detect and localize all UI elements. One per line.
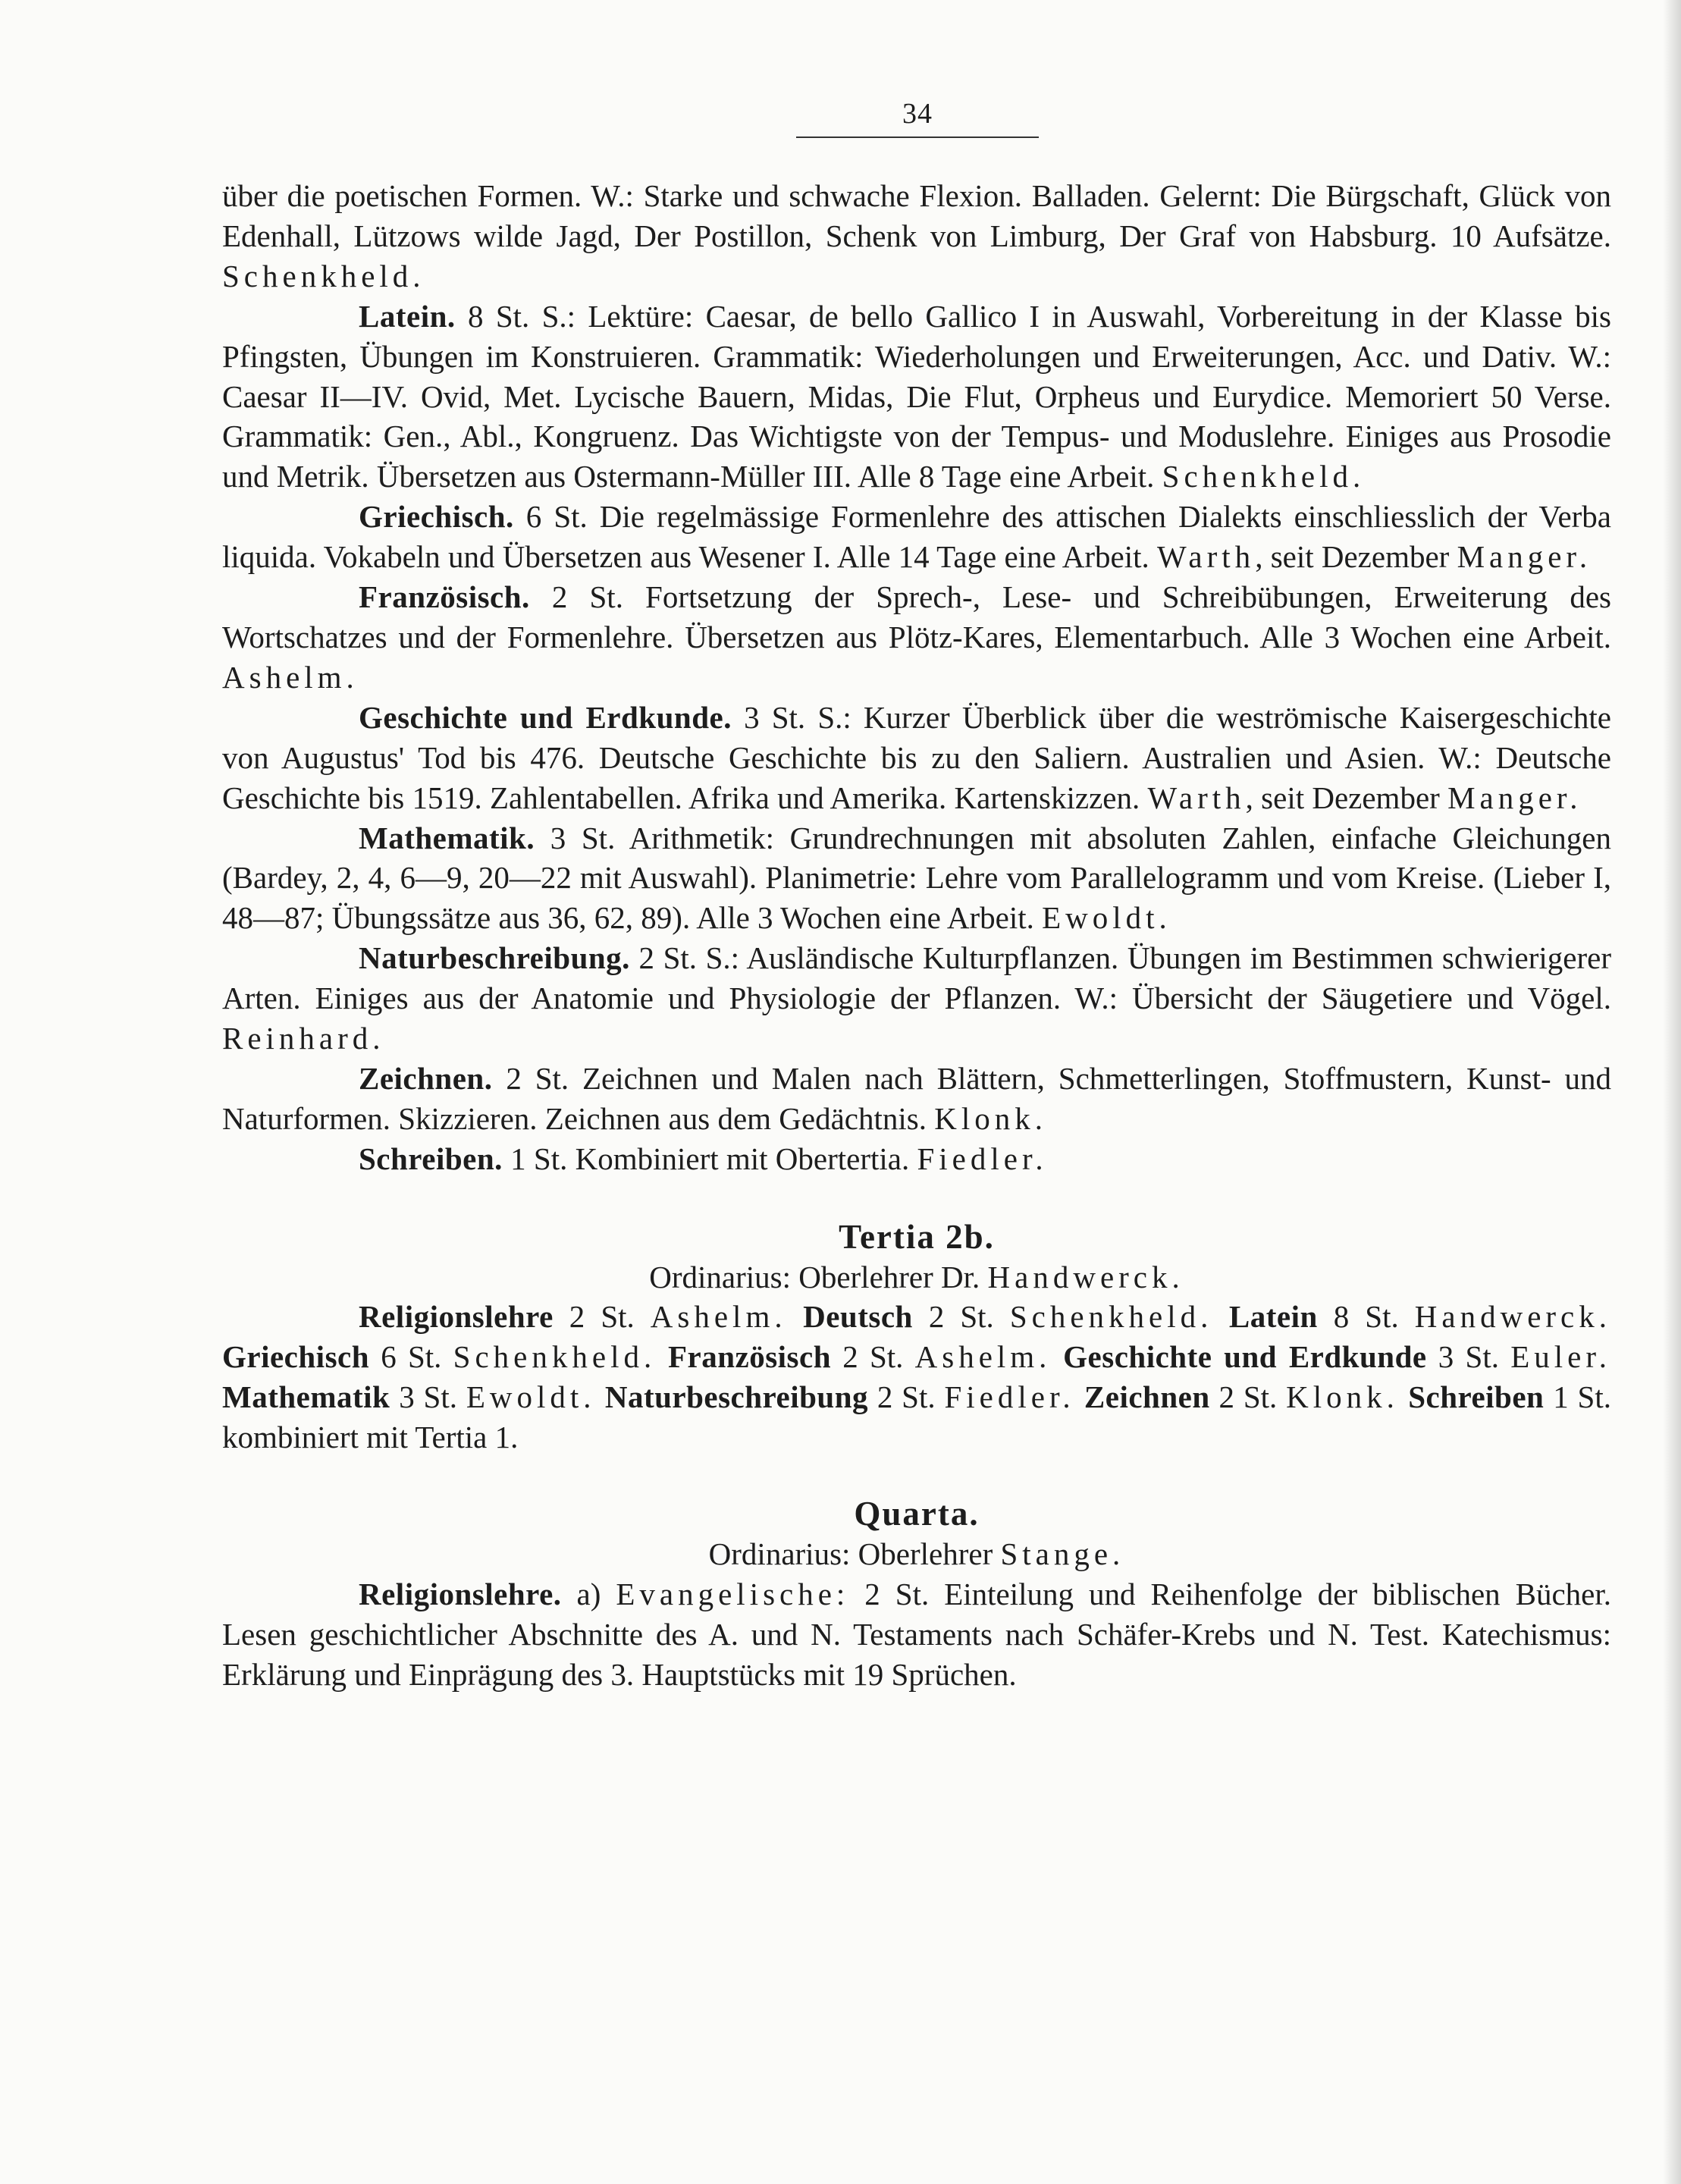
paragraph-text: 8 St.: [1317, 1299, 1415, 1335]
paragraph-text: 1 St. kombiniert mit Tertia 1.: [222, 1379, 1611, 1455]
teacher-name: Ashelm.: [222, 659, 359, 695]
subject-heading: Französisch: [656, 1339, 831, 1375]
ordinarius-line: [222, 1257, 1611, 1298]
intro-paragraph: [222, 176, 1611, 297]
subject-heading: Religionslehre.: [359, 1576, 562, 1611]
teacher-name: Schenkheld.: [1162, 459, 1366, 494]
subject-heading: Griechisch.: [359, 499, 514, 535]
paragraph-text: a): [561, 1576, 616, 1611]
paragraph-text: 6 St. Die regelmässige Formenlehre des attischen Dialekts einschliesslich der Verba liquida. Vokabeln und Übersetzen aus Wesener I. Alle 14 Tage eine Arbeit.: [222, 499, 1611, 575]
intro-text: über die poetischen Formen. W.: Starke und schwache Flexion. Balladen. Gelernt: Die Bürgschaft, Glück von Edenhall, Lützows wilde Jagd, Der Postillon, Schenk von Limburg, Der Graf von Habsburg. 10 Aufsätze.: [222, 178, 1611, 253]
subject-heading: Geschichte und Erdkunde.: [359, 699, 732, 735]
teacher-name: Schenkheld.: [1009, 1299, 1213, 1335]
subject-heading: Religionslehre: [359, 1299, 554, 1335]
ordinarius-label: Ordinarius: Oberlehrer Dr.: [649, 1259, 988, 1294]
section-spacer: [222, 1458, 1611, 1494]
franzoesisch-paragraph: [222, 577, 1611, 698]
paragraph-text: 3 St.: [390, 1379, 466, 1415]
subject-heading: Mathematik.: [359, 820, 535, 855]
section-spacer: [222, 1179, 1611, 1217]
latein-paragraph: [222, 297, 1611, 497]
subject-heading: Schreiben: [1398, 1379, 1545, 1415]
schreiben-paragraph: [222, 1139, 1611, 1179]
tertia-2b-paragraph: [222, 1297, 1611, 1458]
section-title-quarta: Quarta.: [854, 1495, 980, 1533]
naturbeschreibung-paragraph: [222, 938, 1611, 1059]
paragraph-text: 2 St.: [1209, 1379, 1287, 1415]
teacher-name: Schenkheld.: [222, 258, 425, 293]
teacher-name: Klonk.: [934, 1100, 1047, 1136]
paragraph-text: 3 St. S.: Kurzer Überblick über die weströmische Kaisergeschichte von Augustus' Tod bis 476. Deutsche Geschichte bis zu den Saliern. Australien und Asien. W.: Deutsche Geschichte bis 1519. Zahlentabellen. Afrika und Amerika. Kartenskizzen.: [222, 699, 1611, 815]
paragraph-text: 2 St.: [831, 1339, 915, 1375]
teacher-name: Reinhard.: [222, 1021, 385, 1056]
teacher-name: Fiedler.: [944, 1379, 1075, 1415]
teacher-name: Handwerck.: [1414, 1299, 1611, 1335]
teacher-name: Manger.: [1447, 780, 1582, 815]
geschichte-paragraph: [222, 698, 1611, 818]
header-rule: [796, 136, 1039, 138]
page-edge-shadow: [1663, 0, 1681, 2184]
page-number: 34: [902, 98, 933, 130]
denomination-label: Evangelische:: [616, 1576, 850, 1611]
subject-heading: Mathematik: [222, 1379, 390, 1415]
paragraph-text: 3 St. Arithmetik: Grundrechnungen mit absoluten Zahlen, einfache Gleichungen (Bardey, 2, 4, 6—9, 20—22 mit Auswahl). Planimetrie: Lehre vom Parallelogramm und vom Kreise. (Lieber I, 48—87; Übungssätze aus 36, 62, 89). Alle 3 Wochen eine Arbeit.: [222, 820, 1611, 936]
subject-heading: Zeichnen: [1074, 1379, 1210, 1415]
paragraph-text: 1 St. Kombiniert mit Obertertia.: [502, 1141, 917, 1176]
subject-heading: Zeichnen.: [359, 1060, 493, 1096]
paragraph-text: 2 St. Zeichnen und Malen nach Blättern, Schmetterlingen, Stoffmustern, Kunst- und Naturformen. Skizzieren. Zeichnen aus dem Gedächtnis.: [222, 1060, 1611, 1136]
subject-heading: Französisch.: [359, 579, 530, 615]
paragraph-text: 2 St.: [868, 1379, 945, 1415]
paragraph-text: 3 St.: [1426, 1339, 1511, 1375]
subject-heading: Deutsch: [786, 1299, 913, 1335]
quarta-religion-paragraph: [222, 1574, 1611, 1695]
teacher-name: Schenkheld.: [453, 1339, 657, 1375]
teacher-name: Warth: [1157, 539, 1256, 575]
paragraph-text: 2 St. Einteilung und Reihenfolge der biblischen Bücher. Lesen geschichtlicher Abschnitte des A. und N. Testaments nach Schäfer-Krebs und N. Test. Katechismus: Erklärung und Einprägung des 3. Hauptstücks mit 19 Sprüchen.: [222, 1576, 1611, 1692]
subject-heading: Naturbeschreibung: [595, 1379, 869, 1415]
ordinarius-name: Stange.: [1000, 1536, 1125, 1571]
subject-heading: Geschichte und Erdkunde: [1051, 1339, 1427, 1375]
paragraph-text: 2 St. S.: Ausländische Kulturpflanzen. Übungen im Bestimmen schwierigerer Arten. Einiges aus der Anatomie und Physiologie der Pflanzen. W.: Übersicht der Säugetiere und Vögel.: [222, 940, 1611, 1016]
teacher-name: Fiedler.: [917, 1141, 1048, 1176]
zeichnen-paragraph: [222, 1059, 1611, 1139]
paragraph-text: , seit Dezember: [1245, 780, 1448, 815]
mathematik-paragraph: [222, 818, 1611, 939]
ordinarius-label: Ordinarius: Oberlehrer: [708, 1536, 1001, 1571]
teacher-name: Ewoldt.: [466, 1379, 596, 1415]
ordinarius-line: [222, 1534, 1611, 1574]
teacher-name: Warth: [1147, 780, 1246, 815]
teacher-name: Ewoldt.: [1042, 900, 1171, 936]
body-text: [222, 176, 1611, 1695]
griechisch-paragraph: [222, 497, 1611, 577]
subject-heading: Griechisch: [222, 1339, 370, 1375]
paragraph-text: 2 St.: [553, 1299, 651, 1335]
paragraph-text: 8 St. S.: Lektüre: Caesar, de bello Gallico I in Auswahl, Vorbereitung in der Klasse bis Pfingsten, Übungen im Konstruieren. Grammatik: Wiederholungen und Erweiterungen, Acc. und Dativ. W.: Caesar II—IV. Ovid, Met. Lycische Bauern, Midas, Die Flut, Orpheus und Eurydice. Memoriert 50 Verse. Grammatik: Gen., Abl., Kongruenz. Das Wichtigste von der Tempus- und Moduslehre. Einiges aus Prosodie und Metrik. Übersetzen aus Ostermann-Müller III. Alle 8 Tage eine Arbeit.: [222, 298, 1611, 494]
teacher-name: Manger.: [1457, 539, 1592, 575]
subject-heading: Latein: [1212, 1299, 1318, 1335]
paragraph-text: 6 St.: [369, 1339, 453, 1375]
teacher-name: Euler.: [1510, 1339, 1611, 1375]
teacher-name: Ashelm.: [914, 1339, 1052, 1375]
subject-heading: Latein.: [359, 298, 456, 334]
teacher-name: Ashelm.: [650, 1299, 787, 1335]
subject-heading: Naturbeschreibung.: [359, 940, 630, 976]
ordinarius-name: Handwerck.: [987, 1259, 1184, 1294]
paragraph-text: 2 St. Fortsetzung der Sprech-, Lese- und Schreibübungen, Erweiterung des Wortschatzes und der Formenlehre. Übersetzen aus Plötz-Kares, Elementarbuch. Alle 3 Wochen eine Arbeit.: [222, 579, 1611, 654]
section-title-tertia-2b: Tertia 2b.: [839, 1217, 995, 1256]
teacher-name: Klonk.: [1286, 1379, 1399, 1415]
subject-heading: Schreiben.: [359, 1141, 503, 1176]
paragraph-text: , seit Dezember: [1255, 539, 1457, 575]
paragraph-text: 2 St.: [912, 1299, 1010, 1335]
